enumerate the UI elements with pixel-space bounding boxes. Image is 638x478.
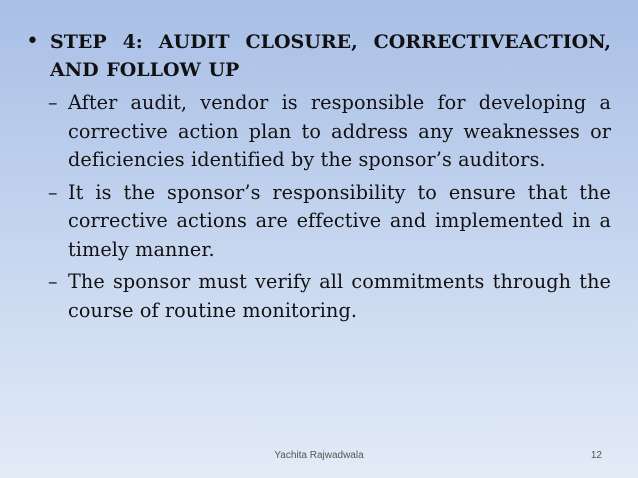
slide-heading: STEP 4: AUDIT CLOSURE, CORRECTIVEACTION, AND FOLLOW UP [50, 31, 611, 81]
sub-bullet-text: It is the sponsor’s responsibility to ensure that the corrective actions are effective and implemented in a timely manner. [68, 180, 611, 261]
dash-icon: – [48, 92, 58, 114]
sub-bullet-item [48, 179, 611, 265]
sub-bullet-item [48, 89, 611, 175]
page-number: 12 [590, 450, 602, 461]
dash-icon: – [48, 271, 58, 293]
sub-bullet-list [26, 89, 611, 325]
footer-author: Yachita Rajwadwala [274, 450, 364, 461]
sub-bullet-item [48, 268, 611, 325]
main-bullet [26, 28, 611, 84]
sub-bullet-text: The sponsor must verify all commitments through the course of routine monitoring. [68, 270, 611, 322]
dash-icon: – [48, 181, 58, 204]
sub-bullet-text: After audit, vendor is responsible for developing a corrective action plan to address any weaknesses or deficiencies identified by the sponsor’s auditors. [68, 91, 611, 171]
slide-content [26, 28, 611, 329]
bullet-icon: • [26, 29, 39, 54]
